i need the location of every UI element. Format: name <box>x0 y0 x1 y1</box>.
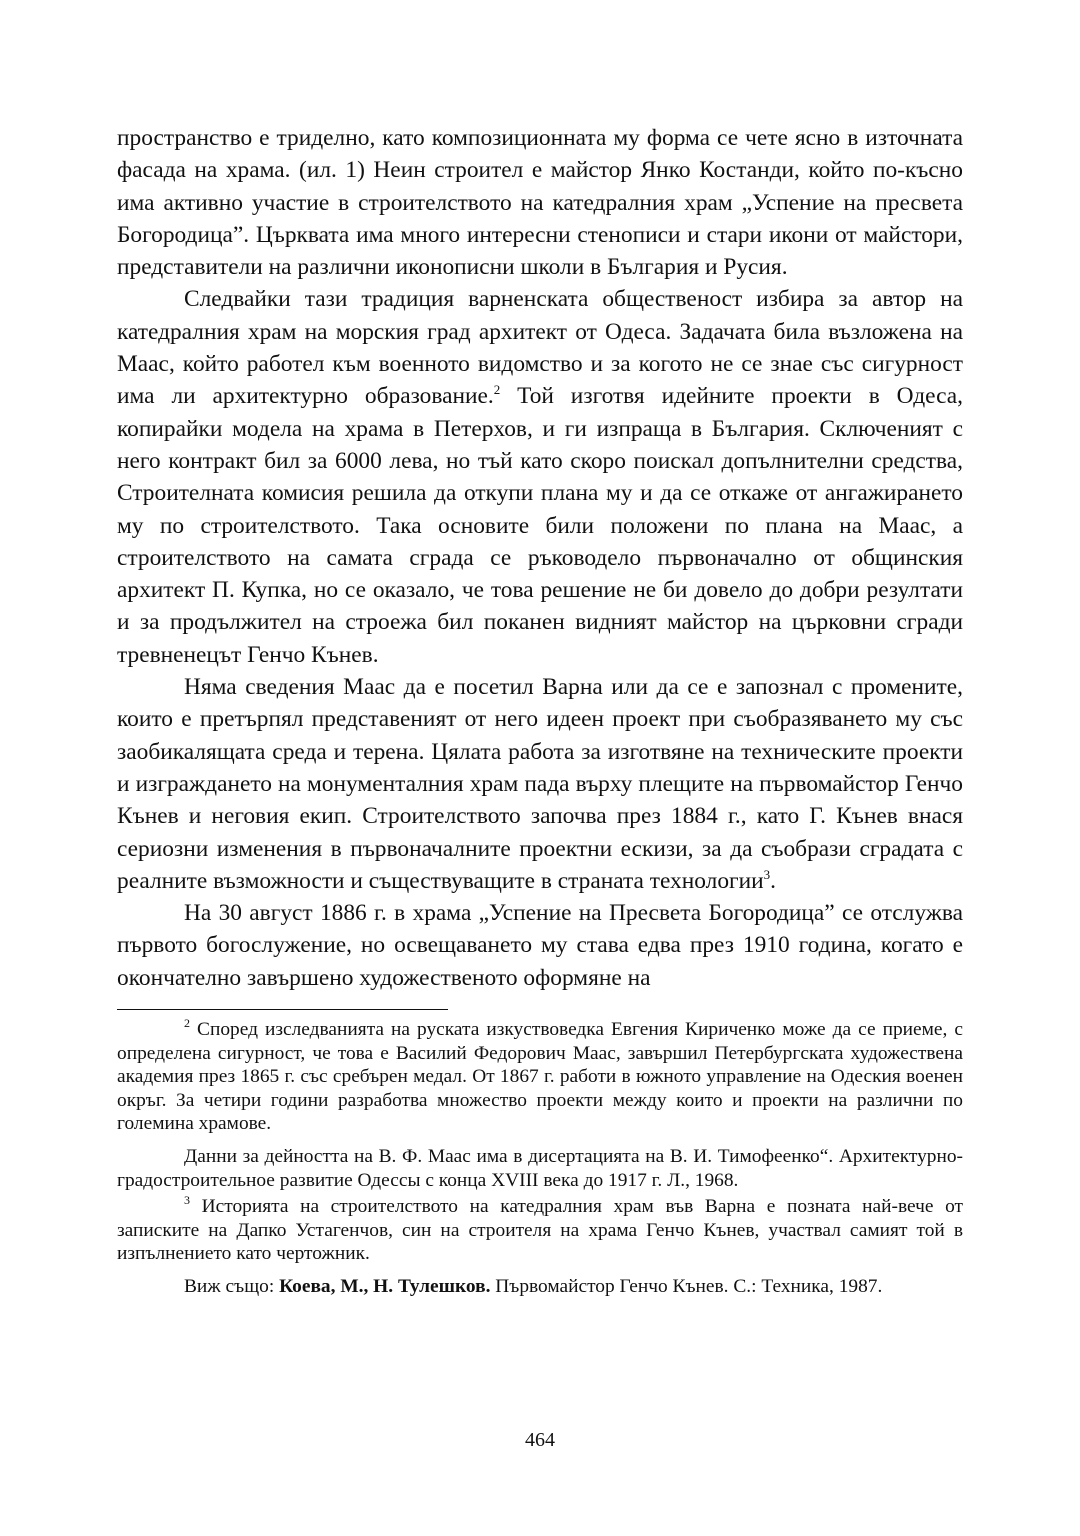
footnote-2-text: Според изследванията на руската изкуствоведка Евгения Кириченко може да се приеме, с определена сигурност, че това е Василий Федорович Маас, завършил Петербургската художествена академия през 1865 г. със сребърен медал. От 1867 г. работи в южното управление на Одеския военен окръг. За четири години разработва множество проекти между които и проекти на различни по големина храмове. <box>117 1019 963 1135</box>
footnote-separator <box>117 1009 448 1010</box>
footnote-2 <box>117 1018 963 1136</box>
footnote-ref-2[interactable]: 2 <box>493 382 501 398</box>
paragraph-2-text-a: Следвайки тази традиция варненската общественост избира за автор на катедралния храм на морския град архитект от Одеса. Задачата била възложена на Маас, който работел към военното видомство и за когото не се знае със сигурност има ли архитектурно образование. <box>117 286 963 410</box>
paragraph-1 <box>117 122 963 283</box>
paragraph-4-text: На 30 август 1886 г. в храма „Успение на Пресвета Богородица” се отслужва първото богослужение, но освещаването му става едва през 1910 година, когато е окончателно завършено художественото оформяне на <box>117 900 963 991</box>
footnote-2-continuation <box>117 1145 963 1192</box>
footnote-3-continuation <box>117 1275 963 1299</box>
footnote-3-authors: Коева, М., Н. Тулешков. <box>279 1275 491 1297</box>
paragraph-3 <box>117 671 963 897</box>
footnote-ref-3[interactable]: 3 <box>763 866 771 882</box>
footnote-3-continuation-suffix: Първомайстор Генчо Кънев. С.: Техника, 1987. <box>490 1275 883 1297</box>
footnote-3-continuation-prefix: Виж също: <box>184 1275 280 1297</box>
page-number: 464 <box>525 1429 555 1451</box>
footnote-3-mark: 3 <box>184 1193 190 1208</box>
footnote-2-mark: 2 <box>184 1016 190 1030</box>
main-text <box>117 122 963 994</box>
footnote-2-continuation-text: Данни за дейността на В. Ф. Маас има в дисертацията на В. И. Тимофеенко“. Архитектурно-градостроительное развитие Одессы с конца XVIII века до 1917 г. Л., 1968. <box>117 1145 963 1191</box>
footnotes <box>117 1018 963 1299</box>
paragraph-1-text: пространство е триделно, като композиционната му форма се чете ясно в източната фасада на храма. (ил. 1) Неин строител е майстор Янко Костанди, който по-късно има активно участие в строителството на катедралния храм „Успение на пресвета Богородица”. Църквата има много интересни стенописи и стари икони от майстори, представители на различни иконописни школи в България и Русия. <box>117 125 963 281</box>
footnote-3 <box>117 1195 963 1266</box>
paragraph-2 <box>117 283 963 671</box>
paragraph-2-text-b: Той изготвя идейните проекти в Одеса, копирайки модела на храма в Петерхов, и ги изпраща в България. Сключеният с него контракт бил за 6000 лева, но тъй като скоро поискал допълнителни средства, Строителната комисия решила да откупи плана му и да се откаже от ангажирането му по строителството. Така основите били положени по плана на Маас, а строителството на самата сграда се ръководело първоначално от общинския архитект П. Купка, но се оказало, че това решение не би довело до добри резултати и за продължител на строежа бил поканен видният майстор на църковни сгради тревненецът Генчо Кънев. <box>117 383 963 668</box>
paragraph-3-text-a: Няма сведения Маас да е посетил Варна или да се е запознал с промените, които е претърпял представеният от него идеен проект при съобразяването му със заобикалящата среда и терена. Цялата работа за изготвяне на техническите проекти и изграждането на монументалния храм пада върху плещите на първомайстор Генчо Кънев и неговия екип. Строителството започва през 1884 г., като Г. Кънев внася сериозни изменения в първоначалните проектни ескизи, за да съобрази сградата с реалните възможности и съществуващите в страната технологии <box>117 674 963 894</box>
paragraph-3-text-b: . <box>770 867 777 894</box>
paragraph-4 <box>117 897 963 994</box>
footnote-3-text: Историята на строителството на катедралния храм във Варна е позната най-вече от записките на Дапко Устагенчов, син на строителя на храма Генчо Кънев, участвал самият той в изпълнението като чертожник. <box>117 1196 963 1265</box>
